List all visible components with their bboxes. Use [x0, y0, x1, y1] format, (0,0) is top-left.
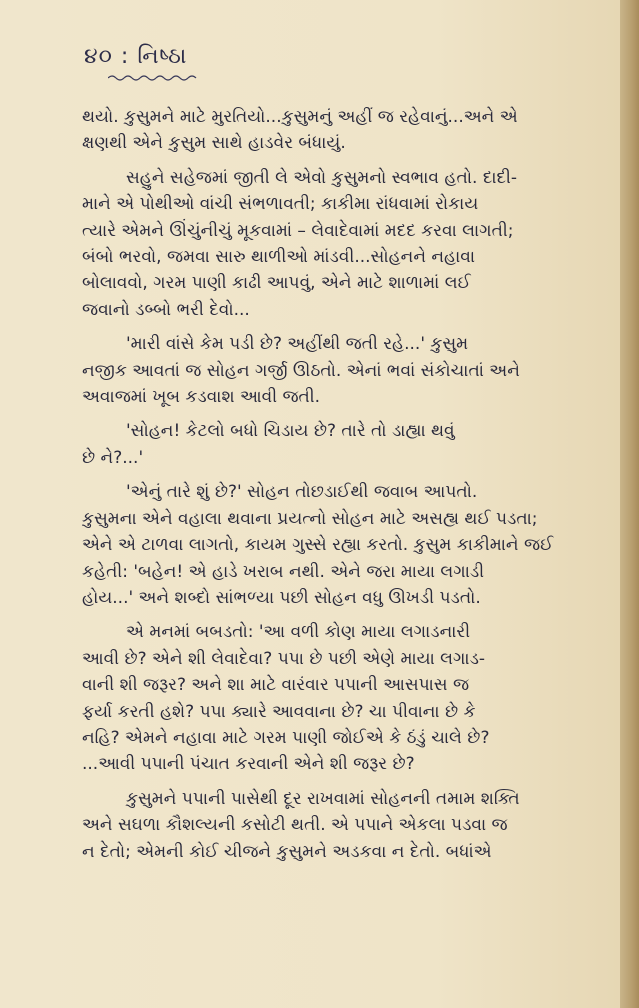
running-header	[84, 44, 187, 69]
page-body-text	[82, 104, 602, 873]
paragraph	[82, 619, 602, 777]
text-line: નજીક આવતાં જ સોહન ગર્જી ઊઠતો. એનાં ભવાં સંકોચાતાં અને	[82, 360, 520, 381]
paragraph	[82, 331, 602, 410]
paragraph	[82, 165, 602, 323]
text-line: કુસુમના એને વહાલા થવાના પ્રયત્નો સોહન માટે અસહ્ય થઈ પડતા;	[82, 508, 538, 529]
text-line: કુસુમને પપાની પાસેથી દૂર રાખવામાં સોહનની તમામ શક્તિ	[126, 788, 520, 809]
text-line: ક્ષણથી એને કુસુમ સાથે હાડવેર બંધાયું.	[82, 133, 346, 154]
page-edge	[620, 0, 639, 1008]
text-line: નહિ? એમને નહાવા માટે ગરમ પાણી જોઈએ કે ઠંડું ચાલે છે?	[82, 727, 490, 748]
text-line: ફર્યા કરતી હશે? પપા ક્યારે આવવાના છે? ચા પીવાના છે કે	[82, 701, 476, 722]
paragraph	[82, 418, 602, 471]
text-line: 'સોહન! કેટલો બધો ચિડાય છે? તારે તો ડાહ્યા થવું	[126, 421, 455, 442]
text-line: છે ને?...'	[82, 447, 144, 468]
wavy-ornament-icon	[108, 74, 200, 82]
paragraph	[82, 786, 602, 865]
book-title: નિષ્ઠા	[137, 44, 188, 69]
paragraph	[82, 104, 602, 157]
text-line: બંબો ભરવો, જમવા સારુ થાળીઓ માંડવી...સોહનને નહાવા	[82, 247, 476, 268]
text-line: બોલાવવો, ગરમ પાણી કાઢી આપવું, એને માટે શાળામાં લઈ	[82, 273, 471, 294]
text-line: એને એ ટાળવા લાગતો, કાયમ ગુસ્સે રહ્યા કરતો. કુસુમ કાકીમાને જઈ	[82, 535, 554, 556]
text-line: કહેતી: 'બહેન! એ હાડે ખરાબ નથી. એને જરા માયા લગાડી	[82, 561, 485, 582]
header-separator: :	[120, 44, 130, 69]
text-line: ...આવી પપાની પંચાત કરવાની એને શી જરૂર છે?	[82, 754, 415, 775]
text-line: એ મનમાં બબડતો: 'આ વળી કોણ માયા લગાડનારી	[126, 622, 471, 643]
paragraph	[82, 479, 602, 611]
text-line: સહુને સહેજમાં જીતી લે એવો કુસુમનો સ્વભાવ હતો. દાદી-	[126, 167, 518, 188]
text-line: અને સઘળા કૌશલ્યની કસોટી થતી. એ પપાને એકલા પડવા જ	[82, 815, 508, 836]
text-line: થયો. કુસુમને માટે મુરતિયો...કુસુમનું અહીં જ રહેવાનું...અને એ	[82, 107, 518, 127]
text-line: ન દેતો; એમની કોઈ ચીજને કુસુમને અડકવા ન દેતો. બધાંએ	[82, 841, 492, 862]
text-line: 'એનું તારે શું છે?' સોહન તોછડાઈથી જવાબ આપતો.	[126, 482, 478, 503]
text-line: હોય...' અને શબ્દો સાંભળ્યા પછી સોહન વધુ ઊખડી પડતો.	[82, 587, 481, 608]
text-line: આવી છે? એને શી લેવાદેવા? પપા છે પછી એણે માયા લગાડ-	[82, 648, 486, 669]
text-line: માને એ પોથીઓ વાંચી સંભળાવતી; કાકીમા રાંધવામાં રોકાય	[82, 194, 479, 215]
text-line: જવાનો ડબ્બો ભરી દેવો...	[82, 299, 250, 320]
text-line: 'મારી વાંસે કેમ પડી છે? અહીંથી જતી રહે...' કુસુમ	[126, 334, 469, 355]
text-line: વાની શી જરૂર? અને શા માટે વારંવાર પપાની આસપાસ જ	[82, 675, 470, 696]
text-line: ત્યારે એમને ઊંચુંનીચું મૂકવામાં – લેવાદેવામાં મદદ કરવા લાગતી;	[82, 220, 514, 241]
text-line: અવાજમાં ખૂબ કડવાશ આવી જતી.	[82, 387, 321, 408]
page-number: ૪૦	[84, 44, 113, 69]
